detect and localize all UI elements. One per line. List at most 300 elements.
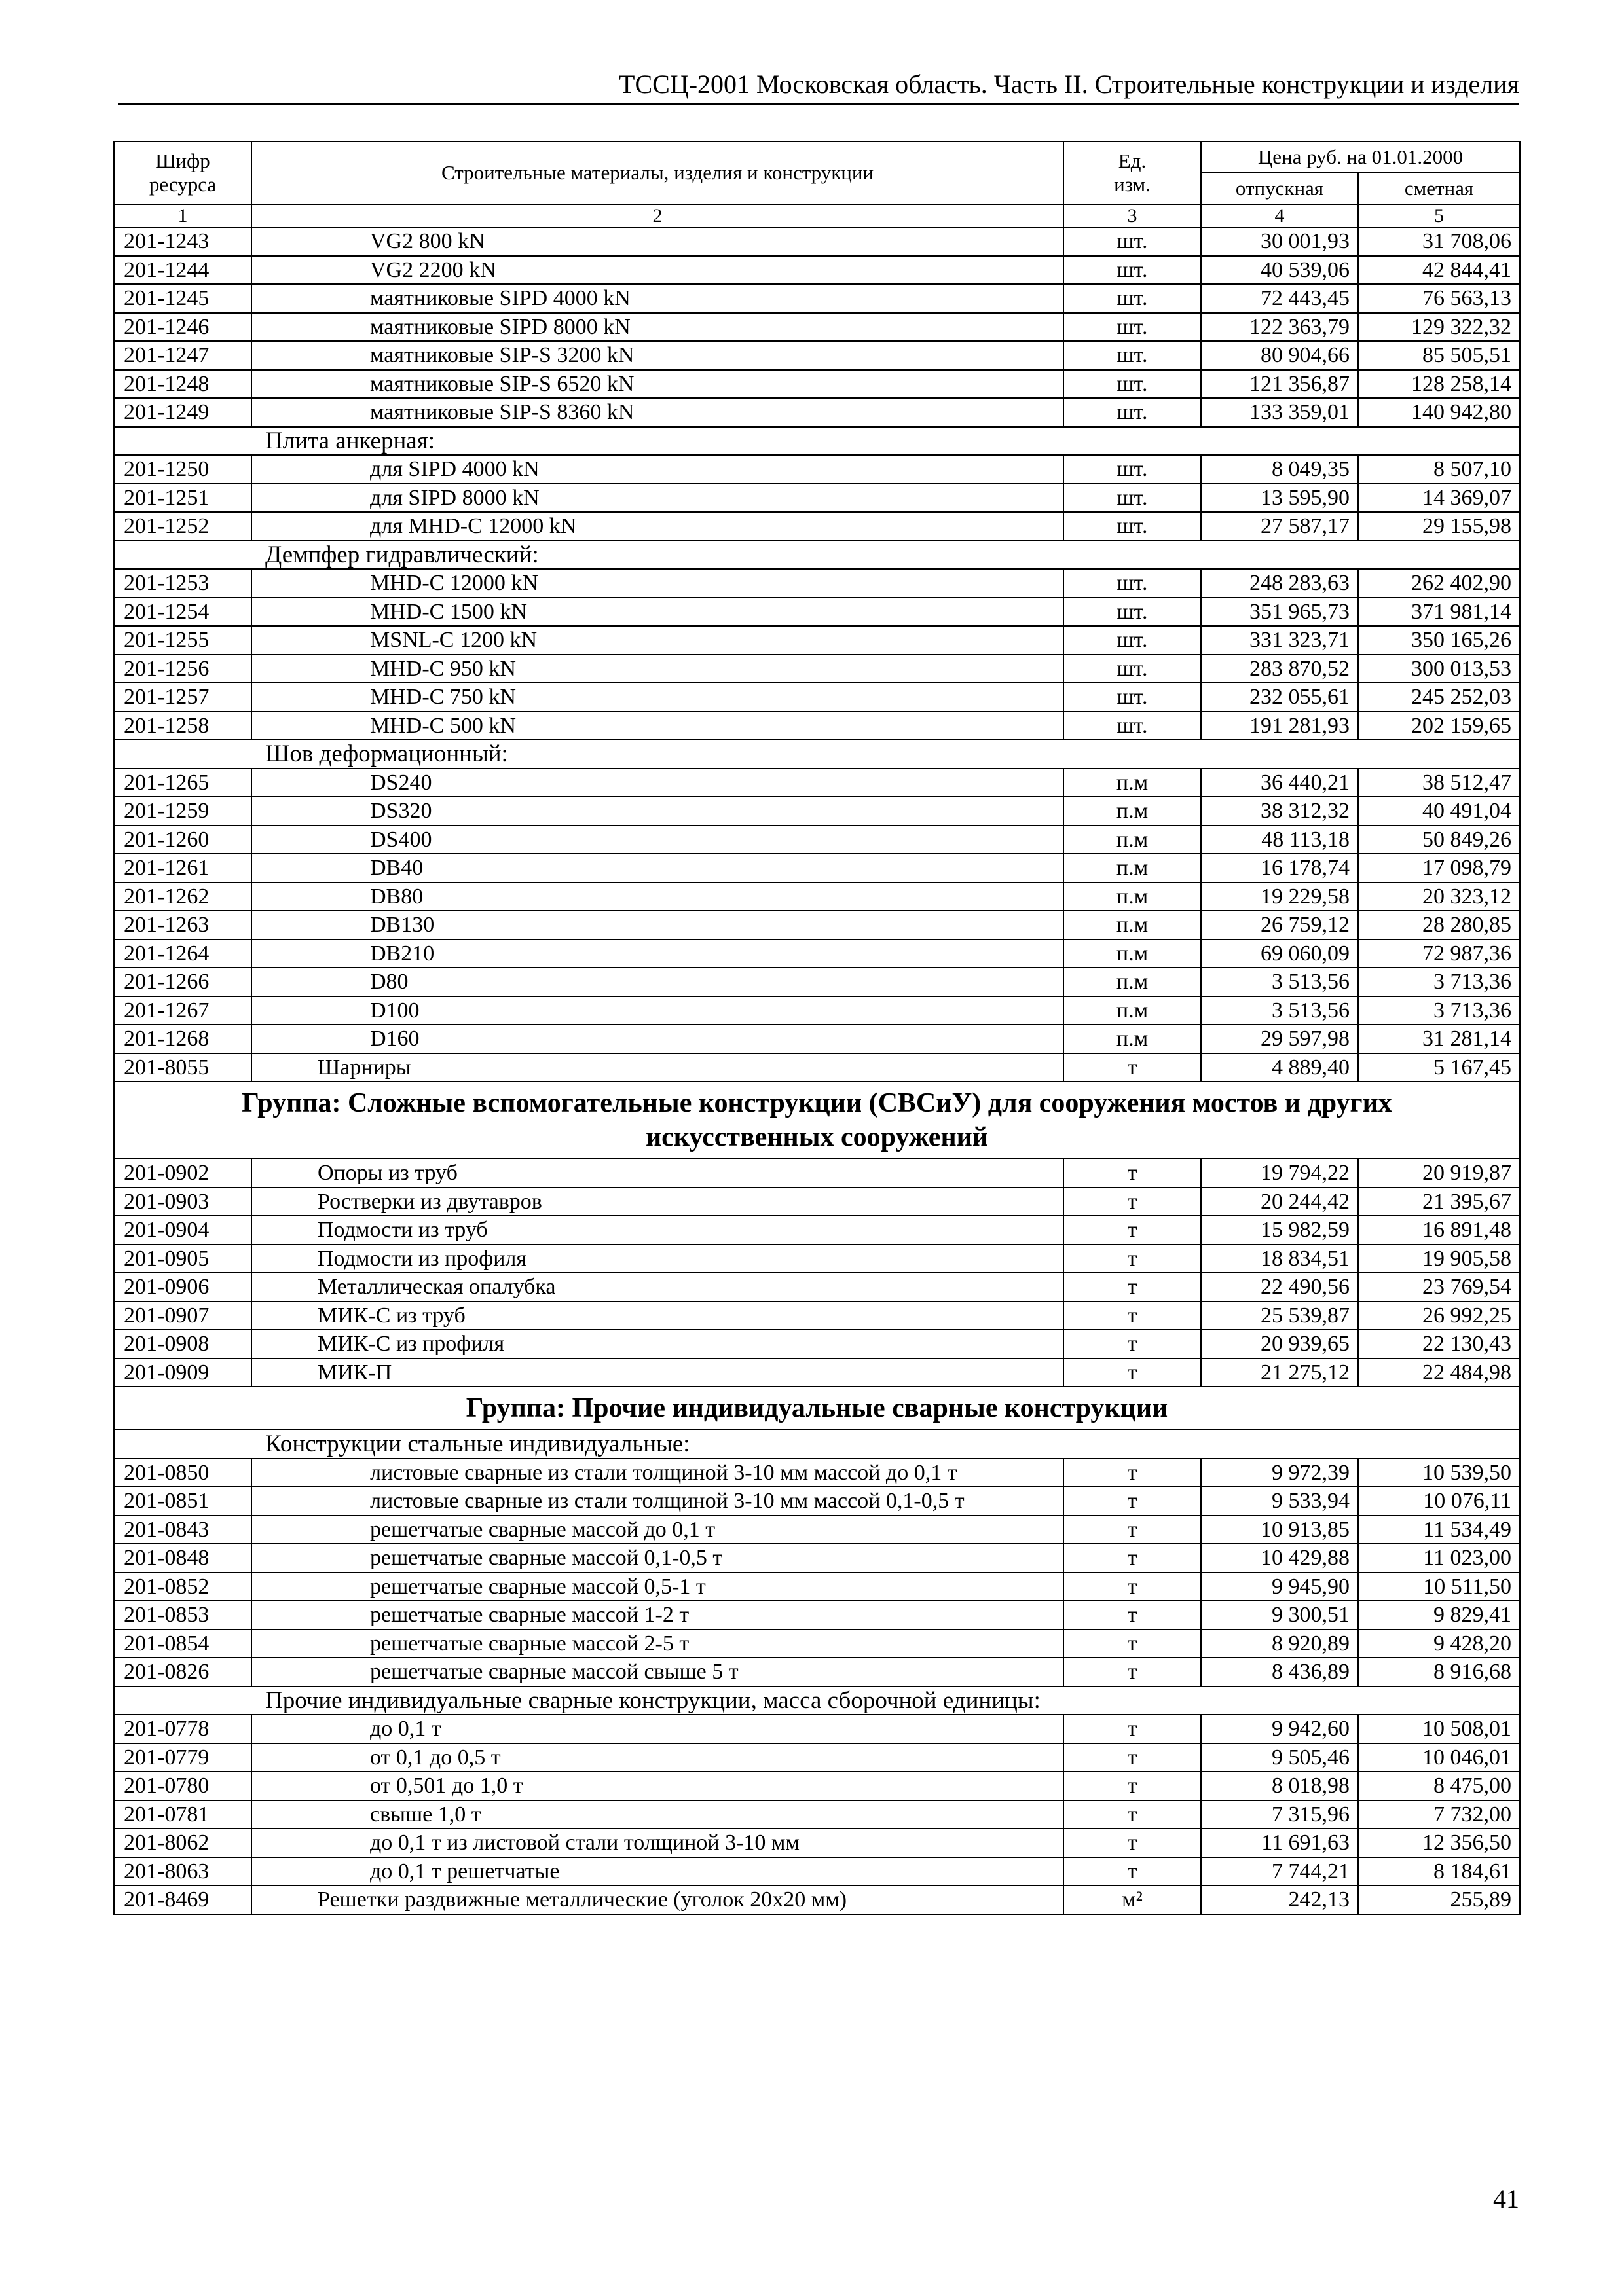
price-release: 351 965,73 bbox=[1201, 598, 1358, 627]
unit: шт. bbox=[1063, 284, 1201, 313]
price-estimate: 17 098,79 bbox=[1358, 854, 1520, 883]
unit: п.м bbox=[1063, 854, 1201, 883]
table-row bbox=[114, 769, 1520, 797]
table-row bbox=[114, 996, 1520, 1025]
price-estimate: 21 395,67 bbox=[1358, 1188, 1520, 1216]
price-release: 232 055,61 bbox=[1201, 683, 1358, 712]
resource-code: 201-1260 bbox=[114, 826, 251, 854]
price-estimate: 42 844,41 bbox=[1358, 256, 1520, 285]
table-row bbox=[114, 370, 1520, 399]
resource-code: 201-0852 bbox=[114, 1573, 251, 1601]
unit: шт. bbox=[1063, 626, 1201, 655]
resource-code: 201-1256 bbox=[114, 655, 251, 683]
unit: т bbox=[1063, 1857, 1201, 1886]
item-name: MHD-C 500 kN bbox=[251, 712, 1063, 740]
unit: п.м bbox=[1063, 911, 1201, 939]
price-release: 191 281,93 bbox=[1201, 712, 1358, 740]
resource-code: 201-0843 bbox=[114, 1516, 251, 1544]
unit: т bbox=[1063, 1459, 1201, 1487]
item-name: MHD-C 750 kN bbox=[251, 683, 1063, 712]
price-estimate: 8 507,10 bbox=[1358, 455, 1520, 484]
price-estimate: 262 402,90 bbox=[1358, 569, 1520, 598]
resource-code: 201-8063 bbox=[114, 1857, 251, 1886]
price-release: 7 744,21 bbox=[1201, 1857, 1358, 1886]
price-estimate: 140 942,80 bbox=[1358, 398, 1520, 427]
price-estimate: 10 508,01 bbox=[1358, 1715, 1520, 1743]
price-release: 9 942,60 bbox=[1201, 1715, 1358, 1743]
item-name: для SIPD 4000 kN bbox=[251, 455, 1063, 484]
item-name: решетчатые сварные массой 1-2 т bbox=[251, 1601, 1063, 1630]
resource-code: 201-1263 bbox=[114, 911, 251, 939]
resource-code: 201-1261 bbox=[114, 854, 251, 883]
table-row bbox=[114, 313, 1520, 342]
table-row bbox=[114, 712, 1520, 740]
price-estimate: 3 713,36 bbox=[1358, 968, 1520, 996]
resource-code: 201-0908 bbox=[114, 1330, 251, 1358]
resource-code: 201-1247 bbox=[114, 341, 251, 370]
group-heading: Группа: Сложные вспомогательные конструкции (СВСиУ) для сооружения мостов и других искусственных сооружений bbox=[114, 1082, 1520, 1159]
unit: п.м bbox=[1063, 939, 1201, 968]
price-release: 9 505,46 bbox=[1201, 1743, 1358, 1772]
resource-code: 201-0906 bbox=[114, 1273, 251, 1302]
table-row bbox=[114, 398, 1520, 427]
price-release: 21 275,12 bbox=[1201, 1358, 1358, 1387]
unit: т bbox=[1063, 1715, 1201, 1743]
item-name: маятниковые SIP-S 3200 kN bbox=[251, 341, 1063, 370]
resource-code: 201-1248 bbox=[114, 370, 251, 399]
price-release: 10 429,88 bbox=[1201, 1544, 1358, 1573]
item-name: маятниковые SIPD 8000 kN bbox=[251, 313, 1063, 342]
price-release: 25 539,87 bbox=[1201, 1302, 1358, 1330]
price-release: 26 759,12 bbox=[1201, 911, 1358, 939]
table-row bbox=[114, 1358, 1520, 1387]
price-estimate: 22 130,43 bbox=[1358, 1330, 1520, 1358]
unit: т bbox=[1063, 1544, 1201, 1573]
item-name: решетчатые сварные массой свыше 5 т bbox=[251, 1658, 1063, 1686]
table-row bbox=[114, 1459, 1520, 1487]
resource-code: 201-0909 bbox=[114, 1358, 251, 1387]
unit: м² bbox=[1063, 1886, 1201, 1914]
item-name: DB130 bbox=[251, 911, 1063, 939]
price-estimate: 31 708,06 bbox=[1358, 227, 1520, 256]
resource-code: 201-1245 bbox=[114, 284, 251, 313]
unit: шт. bbox=[1063, 598, 1201, 627]
price-release: 121 356,87 bbox=[1201, 370, 1358, 399]
resource-code: 201-1253 bbox=[114, 569, 251, 598]
table-row bbox=[114, 1025, 1520, 1053]
item-name: DB40 bbox=[251, 854, 1063, 883]
resource-code: 201-1259 bbox=[114, 797, 251, 826]
unit: шт. bbox=[1063, 512, 1201, 541]
price-estimate: 8 916,68 bbox=[1358, 1658, 1520, 1686]
price-estimate: 16 891,48 bbox=[1358, 1216, 1520, 1245]
price-estimate: 11 023,00 bbox=[1358, 1544, 1520, 1573]
unit: шт. bbox=[1063, 370, 1201, 399]
item-name: для SIPD 8000 kN bbox=[251, 484, 1063, 513]
table-row bbox=[114, 1573, 1520, 1601]
price-release: 122 363,79 bbox=[1201, 313, 1358, 342]
price-release: 4 889,40 bbox=[1201, 1053, 1358, 1082]
price-table bbox=[113, 141, 1521, 1915]
price-estimate: 11 534,49 bbox=[1358, 1516, 1520, 1544]
unit: шт. bbox=[1063, 455, 1201, 484]
resource-code: 201-0778 bbox=[114, 1715, 251, 1743]
price-release: 8 436,89 bbox=[1201, 1658, 1358, 1686]
price-release: 80 904,66 bbox=[1201, 341, 1358, 370]
price-estimate: 10 511,50 bbox=[1358, 1573, 1520, 1601]
unit: шт. bbox=[1063, 712, 1201, 740]
item-name: для MHD-C 12000 kN bbox=[251, 512, 1063, 541]
item-name: Подмости из профиля bbox=[251, 1245, 1063, 1273]
price-release: 133 359,01 bbox=[1201, 398, 1358, 427]
resource-code: 201-1265 bbox=[114, 769, 251, 797]
item-name: Опоры из труб bbox=[251, 1159, 1063, 1188]
section-heading-row bbox=[114, 1430, 1520, 1459]
item-name: до 0,1 т bbox=[251, 1715, 1063, 1743]
table-row bbox=[114, 1245, 1520, 1273]
price-release: 19 794,22 bbox=[1201, 1159, 1358, 1188]
unit: п.м bbox=[1063, 826, 1201, 854]
price-release: 18 834,51 bbox=[1201, 1245, 1358, 1273]
table-row bbox=[114, 1273, 1520, 1302]
item-name: VG2 800 kN bbox=[251, 227, 1063, 256]
item-name: маятниковые SIP-S 6520 kN bbox=[251, 370, 1063, 399]
price-estimate: 128 258,14 bbox=[1358, 370, 1520, 399]
resource-code: 201-0854 bbox=[114, 1630, 251, 1658]
price-estimate: 202 159,65 bbox=[1358, 712, 1520, 740]
item-name: Металлическая опалубка bbox=[251, 1273, 1063, 1302]
unit: шт. bbox=[1063, 655, 1201, 683]
price-estimate: 85 505,51 bbox=[1358, 341, 1520, 370]
table-row bbox=[114, 484, 1520, 513]
price-estimate: 9 428,20 bbox=[1358, 1630, 1520, 1658]
table-row bbox=[114, 598, 1520, 627]
table-row bbox=[114, 1216, 1520, 1245]
table-row bbox=[114, 655, 1520, 683]
table-row bbox=[114, 1544, 1520, 1573]
table-body bbox=[114, 227, 1520, 1914]
head-unit: Ед. изм. bbox=[1063, 141, 1201, 204]
table-row bbox=[114, 1715, 1520, 1743]
price-estimate: 28 280,85 bbox=[1358, 911, 1520, 939]
price-release: 38 312,32 bbox=[1201, 797, 1358, 826]
unit: т bbox=[1063, 1829, 1201, 1857]
resource-code: 201-1268 bbox=[114, 1025, 251, 1053]
item-name: МИК-П bbox=[251, 1358, 1063, 1387]
group-heading: Группа: Прочие индивидуальные сварные конструкции bbox=[114, 1387, 1520, 1430]
price-estimate: 40 491,04 bbox=[1358, 797, 1520, 826]
resource-code: 201-1266 bbox=[114, 968, 251, 996]
unit: т bbox=[1063, 1358, 1201, 1387]
head-estimate: сметная bbox=[1358, 173, 1520, 204]
table-row bbox=[114, 455, 1520, 484]
unit: п.м bbox=[1063, 1025, 1201, 1053]
resource-code: 201-0903 bbox=[114, 1188, 251, 1216]
price-estimate: 10 046,01 bbox=[1358, 1743, 1520, 1772]
price-release: 8 049,35 bbox=[1201, 455, 1358, 484]
price-estimate: 72 987,36 bbox=[1358, 939, 1520, 968]
resource-code: 201-1255 bbox=[114, 626, 251, 655]
resource-code: 201-1244 bbox=[114, 256, 251, 285]
price-release: 10 913,85 bbox=[1201, 1516, 1358, 1544]
item-name: DS400 bbox=[251, 826, 1063, 854]
item-name: МИК-С из профиля bbox=[251, 1330, 1063, 1358]
price-release: 40 539,06 bbox=[1201, 256, 1358, 285]
unit: шт. bbox=[1063, 683, 1201, 712]
item-name: решетчатые сварные массой 2-5 т bbox=[251, 1630, 1063, 1658]
unit: п.м bbox=[1063, 968, 1201, 996]
resource-code: 201-1243 bbox=[114, 227, 251, 256]
table-row bbox=[114, 284, 1520, 313]
resource-code: 201-1246 bbox=[114, 313, 251, 342]
table-row bbox=[114, 854, 1520, 883]
section-heading-row bbox=[114, 1686, 1520, 1715]
unit: т bbox=[1063, 1245, 1201, 1273]
item-name: MSNL-C 1200 kN bbox=[251, 626, 1063, 655]
unit: т bbox=[1063, 1573, 1201, 1601]
price-estimate: 22 484,98 bbox=[1358, 1358, 1520, 1387]
price-estimate: 8 184,61 bbox=[1358, 1857, 1520, 1886]
price-estimate: 29 155,98 bbox=[1358, 512, 1520, 541]
resource-code: 201-8062 bbox=[114, 1829, 251, 1857]
page-header: ТССЦ-2001 Московская область. Часть II. Строительные конструкции и изделия bbox=[118, 68, 1519, 105]
price-estimate: 350 165,26 bbox=[1358, 626, 1520, 655]
price-release: 30 001,93 bbox=[1201, 227, 1358, 256]
price-estimate: 10 076,11 bbox=[1358, 1487, 1520, 1516]
resource-code: 201-1267 bbox=[114, 996, 251, 1025]
unit: шт. bbox=[1063, 313, 1201, 342]
head-release: отпускная bbox=[1201, 173, 1358, 204]
price-estimate: 31 281,14 bbox=[1358, 1025, 1520, 1053]
price-estimate: 19 905,58 bbox=[1358, 1245, 1520, 1273]
head-colnum: 3 bbox=[1063, 204, 1201, 227]
resource-code: 201-0853 bbox=[114, 1601, 251, 1630]
item-name: MHD-C 12000 kN bbox=[251, 569, 1063, 598]
price-estimate: 300 013,53 bbox=[1358, 655, 1520, 683]
section-heading-row bbox=[114, 541, 1520, 570]
price-estimate: 3 713,36 bbox=[1358, 996, 1520, 1025]
unit: шт. bbox=[1063, 484, 1201, 513]
resource-code: 201-1254 bbox=[114, 598, 251, 627]
section-heading: Плита анкерная: bbox=[114, 427, 1520, 456]
price-release: 15 982,59 bbox=[1201, 1216, 1358, 1245]
table-row bbox=[114, 911, 1520, 939]
table-row bbox=[114, 1188, 1520, 1216]
table-row bbox=[114, 939, 1520, 968]
price-release: 20 939,65 bbox=[1201, 1330, 1358, 1358]
price-release: 22 490,56 bbox=[1201, 1273, 1358, 1302]
price-release: 11 691,63 bbox=[1201, 1829, 1358, 1857]
section-heading: Конструкции стальные индивидуальные: bbox=[114, 1430, 1520, 1459]
price-release: 9 972,39 bbox=[1201, 1459, 1358, 1487]
item-name: D100 bbox=[251, 996, 1063, 1025]
resource-code: 201-1251 bbox=[114, 484, 251, 513]
resource-code: 201-1250 bbox=[114, 455, 251, 484]
unit: п.м bbox=[1063, 797, 1201, 826]
table-row bbox=[114, 256, 1520, 285]
section-heading: Демпфер гидравлический: bbox=[114, 541, 1520, 570]
price-estimate: 129 322,32 bbox=[1358, 313, 1520, 342]
table-row bbox=[114, 1829, 1520, 1857]
item-name: до 0,1 т решетчатые bbox=[251, 1857, 1063, 1886]
table-row bbox=[114, 1857, 1520, 1886]
price-release: 36 440,21 bbox=[1201, 769, 1358, 797]
unit: т bbox=[1063, 1487, 1201, 1516]
item-name: MHD-C 950 kN bbox=[251, 655, 1063, 683]
table-row bbox=[114, 1302, 1520, 1330]
head-price: Цена руб. на 01.01.2000 bbox=[1201, 141, 1520, 173]
item-name: свыше 1,0 т bbox=[251, 1800, 1063, 1829]
resource-code: 201-0779 bbox=[114, 1743, 251, 1772]
resource-code: 201-8469 bbox=[114, 1886, 251, 1914]
price-release: 9 533,94 bbox=[1201, 1487, 1358, 1516]
resource-code: 201-0904 bbox=[114, 1216, 251, 1245]
resource-code: 201-0905 bbox=[114, 1245, 251, 1273]
table-row bbox=[114, 512, 1520, 541]
price-release: 3 513,56 bbox=[1201, 996, 1358, 1025]
item-name: Шарниры bbox=[251, 1053, 1063, 1082]
unit: т bbox=[1063, 1053, 1201, 1082]
table-row bbox=[114, 341, 1520, 370]
unit: т bbox=[1063, 1516, 1201, 1544]
price-release: 8 920,89 bbox=[1201, 1630, 1358, 1658]
table-row bbox=[114, 227, 1520, 256]
table-row bbox=[114, 1886, 1520, 1914]
price-estimate: 9 829,41 bbox=[1358, 1601, 1520, 1630]
item-name: VG2 2200 kN bbox=[251, 256, 1063, 285]
price-estimate: 245 252,03 bbox=[1358, 683, 1520, 712]
table-row bbox=[114, 1772, 1520, 1800]
item-name: листовые сварные из стали толщиной 3-10 мм массой до 0,1 т bbox=[251, 1459, 1063, 1487]
price-estimate: 12 356,50 bbox=[1358, 1829, 1520, 1857]
unit: шт. bbox=[1063, 341, 1201, 370]
resource-code: 201-0780 bbox=[114, 1772, 251, 1800]
unit: п.м bbox=[1063, 769, 1201, 797]
unit: п.м bbox=[1063, 996, 1201, 1025]
resource-code: 201-1264 bbox=[114, 939, 251, 968]
price-estimate: 20 323,12 bbox=[1358, 883, 1520, 911]
price-release: 19 229,58 bbox=[1201, 883, 1358, 911]
unit: шт. bbox=[1063, 398, 1201, 427]
price-release: 331 323,71 bbox=[1201, 626, 1358, 655]
head-colnum: 5 bbox=[1358, 204, 1520, 227]
group-heading-row bbox=[114, 1387, 1520, 1430]
unit: шт. bbox=[1063, 569, 1201, 598]
item-name: Ростверки из двутавров bbox=[251, 1188, 1063, 1216]
resource-code: 201-0851 bbox=[114, 1487, 251, 1516]
price-estimate: 255,89 bbox=[1358, 1886, 1520, 1914]
table-row bbox=[114, 683, 1520, 712]
item-name: DB210 bbox=[251, 939, 1063, 968]
resource-code: 201-1258 bbox=[114, 712, 251, 740]
price-estimate: 23 769,54 bbox=[1358, 1273, 1520, 1302]
price-release: 27 587,17 bbox=[1201, 512, 1358, 541]
item-name: листовые сварные из стали толщиной 3-10 мм массой 0,1-0,5 т bbox=[251, 1487, 1063, 1516]
table-row bbox=[114, 1743, 1520, 1772]
unit: т bbox=[1063, 1743, 1201, 1772]
price-release: 7 315,96 bbox=[1201, 1800, 1358, 1829]
item-name: DS240 bbox=[251, 769, 1063, 797]
item-name: маятниковые SIP-S 8360 kN bbox=[251, 398, 1063, 427]
table-row bbox=[114, 826, 1520, 854]
price-estimate: 76 563,13 bbox=[1358, 284, 1520, 313]
table-row bbox=[114, 968, 1520, 996]
price-release: 9 945,90 bbox=[1201, 1573, 1358, 1601]
section-heading: Шов деформационный: bbox=[114, 740, 1520, 769]
resource-code: 201-1262 bbox=[114, 883, 251, 911]
price-release: 13 595,90 bbox=[1201, 484, 1358, 513]
price-estimate: 14 369,07 bbox=[1358, 484, 1520, 513]
unit: т bbox=[1063, 1630, 1201, 1658]
price-estimate: 7 732,00 bbox=[1358, 1800, 1520, 1829]
unit: шт. bbox=[1063, 256, 1201, 285]
item-name: DB80 bbox=[251, 883, 1063, 911]
item-name: решетчатые сварные массой до 0,1 т bbox=[251, 1516, 1063, 1544]
unit: т bbox=[1063, 1216, 1201, 1245]
head-code: Шифр ресурса bbox=[114, 141, 251, 204]
unit: т bbox=[1063, 1159, 1201, 1188]
resource-code: 201-0826 bbox=[114, 1658, 251, 1686]
item-name: до 0,1 т из листовой стали толщиной 3-10 мм bbox=[251, 1829, 1063, 1857]
table-row bbox=[114, 1630, 1520, 1658]
price-estimate: 8 475,00 bbox=[1358, 1772, 1520, 1800]
head-colnum: 4 bbox=[1201, 204, 1358, 227]
price-estimate: 10 539,50 bbox=[1358, 1459, 1520, 1487]
item-name: MHD-C 1500 kN bbox=[251, 598, 1063, 627]
price-release: 29 597,98 bbox=[1201, 1025, 1358, 1053]
table-row bbox=[114, 883, 1520, 911]
unit: шт. bbox=[1063, 227, 1201, 256]
unit: т bbox=[1063, 1601, 1201, 1630]
table-head bbox=[114, 141, 1520, 227]
price-release: 283 870,52 bbox=[1201, 655, 1358, 683]
price-release: 20 244,42 bbox=[1201, 1188, 1358, 1216]
item-name: D80 bbox=[251, 968, 1063, 996]
item-name: МИК-С из труб bbox=[251, 1302, 1063, 1330]
price-estimate: 5 167,45 bbox=[1358, 1053, 1520, 1082]
price-release: 48 113,18 bbox=[1201, 826, 1358, 854]
section-heading-row bbox=[114, 427, 1520, 456]
table-row bbox=[114, 1800, 1520, 1829]
table-row bbox=[114, 1658, 1520, 1686]
item-name: решетчатые сварные массой 0,1-0,5 т bbox=[251, 1544, 1063, 1573]
group-heading-row bbox=[114, 1082, 1520, 1159]
price-release: 242,13 bbox=[1201, 1886, 1358, 1914]
resource-code: 201-0907 bbox=[114, 1302, 251, 1330]
item-name: Подмости из труб bbox=[251, 1216, 1063, 1245]
item-name: решетчатые сварные массой 0,5-1 т bbox=[251, 1573, 1063, 1601]
table-row bbox=[114, 1516, 1520, 1544]
item-name: от 0,501 до 1,0 т bbox=[251, 1772, 1063, 1800]
table-row bbox=[114, 1487, 1520, 1516]
price-release: 16 178,74 bbox=[1201, 854, 1358, 883]
price-estimate: 26 992,25 bbox=[1358, 1302, 1520, 1330]
item-name: маятниковые SIPD 4000 kN bbox=[251, 284, 1063, 313]
item-name: DS320 bbox=[251, 797, 1063, 826]
table-row bbox=[114, 1601, 1520, 1630]
unit: т bbox=[1063, 1658, 1201, 1686]
price-estimate: 20 919,87 bbox=[1358, 1159, 1520, 1188]
unit: т bbox=[1063, 1302, 1201, 1330]
table-row bbox=[114, 1330, 1520, 1358]
unit: т bbox=[1063, 1188, 1201, 1216]
item-name: D160 bbox=[251, 1025, 1063, 1053]
resource-code: 201-1252 bbox=[114, 512, 251, 541]
resource-code: 201-0850 bbox=[114, 1459, 251, 1487]
table-row bbox=[114, 569, 1520, 598]
unit: т bbox=[1063, 1800, 1201, 1829]
unit: т bbox=[1063, 1772, 1201, 1800]
